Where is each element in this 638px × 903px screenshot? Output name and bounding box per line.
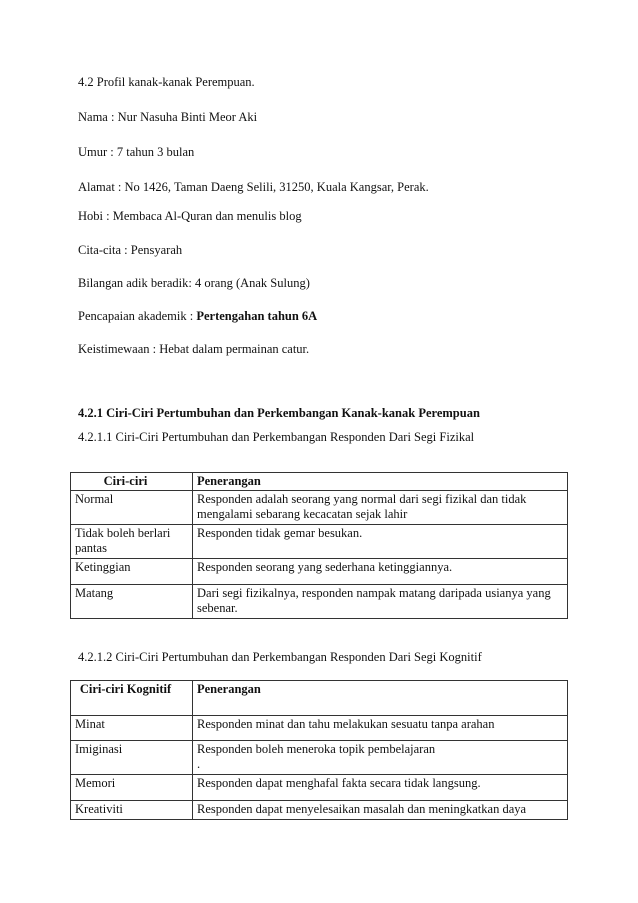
cell-ciri: Ketinggian <box>71 559 193 585</box>
table-header-row <box>71 681 568 716</box>
cell-penerangan: Responden minat dan tahu melakukan sesuatu tanpa arahan <box>193 716 568 741</box>
cell-ciri: Minat <box>71 716 193 741</box>
profile-pencapaian <box>78 309 317 324</box>
cell-ciri: Memori <box>71 775 193 801</box>
cell-ciri: Normal <box>71 491 193 525</box>
table-row <box>71 801 568 820</box>
header-penerangan: Penerangan <box>193 681 568 716</box>
cell-penerangan-extra: . <box>197 757 201 771</box>
pencapaian-label: Pencapaian akademik : <box>78 309 197 323</box>
header-ciri-ciri: Ciri-ciri <box>71 473 193 491</box>
cell-ciri: Kreativiti <box>71 801 193 820</box>
table-kognitif <box>70 680 568 820</box>
table-header-row <box>71 473 568 491</box>
header-ciri-ciri-kognitif: Ciri-ciri Kognitif <box>71 681 193 716</box>
cell-penerangan: Responden dapat menyelesaikan masalah dan meningkatkan daya <box>193 801 568 820</box>
table-row <box>71 585 568 619</box>
table-row <box>71 559 568 585</box>
cell-ciri: Imiginasi <box>71 741 193 775</box>
pencapaian-value: Pertengahan tahun 6A <box>196 309 318 323</box>
cell-penerangan <box>193 741 568 775</box>
profile-heading: 4.2 Profil kanak-kanak Perempuan. <box>78 75 255 89</box>
table-row <box>71 525 568 559</box>
profile-alamat: Alamat : No 1426, Taman Daeng Selili, 31250, Kuala Kangsar, Perak. <box>78 180 429 194</box>
table-row <box>71 716 568 741</box>
section-4212-heading: 4.2.1.2 Ciri-Ciri Pertumbuhan dan Perkembangan Responden Dari Segi Kognitif <box>78 650 482 664</box>
table-row <box>71 491 568 525</box>
cell-penerangan: Responden adalah seorang yang normal dari segi fizikal dan tidak mengalami sebarang kecacatan sejak lahir <box>193 491 568 525</box>
header-penerangan: Penerangan <box>193 473 568 491</box>
cell-penerangan: Responden dapat menghafal fakta secara tidak langsung. <box>193 775 568 801</box>
profile-cita-cita: Cita-cita : Pensyarah <box>78 243 183 257</box>
table-fizikal <box>70 472 568 619</box>
cell-penerangan: Responden tidak gemar besukan. <box>193 525 568 559</box>
cell-penerangan: Responden seorang yang sederhana ketinggiannya. <box>193 559 568 585</box>
section-4211-heading: 4.2.1.1 Ciri-Ciri Pertumbuhan dan Perkembangan Responden Dari Segi Fizikal <box>78 430 475 444</box>
profile-umur: Umur : 7 tahun 3 bulan <box>78 145 195 159</box>
table-row <box>71 741 568 775</box>
table-row <box>71 775 568 801</box>
cell-ciri: Matang <box>71 585 193 619</box>
section-421-heading: 4.2.1 Ciri-Ciri Pertumbuhan dan Perkembangan Kanak-kanak Perempuan <box>78 406 480 420</box>
cell-ciri: Tidak boleh berlari pantas <box>71 525 193 559</box>
profile-bilangan: Bilangan adik beradik: 4 orang (Anak Sulung) <box>78 276 310 290</box>
profile-keistimewaan: Keistimewaan : Hebat dalam permainan catur. <box>78 342 310 356</box>
profile-nama: Nama : Nur Nasuha Binti Meor Aki <box>78 110 258 124</box>
cell-penerangan: Dari segi fizikalnya, responden nampak matang daripada usianya yang sebenar. <box>193 585 568 619</box>
cell-penerangan-text: Responden boleh meneroka topik pembelajaran <box>197 742 436 756</box>
profile-hobi: Hobi : Membaca Al-Quran dan menulis blog <box>78 209 302 223</box>
